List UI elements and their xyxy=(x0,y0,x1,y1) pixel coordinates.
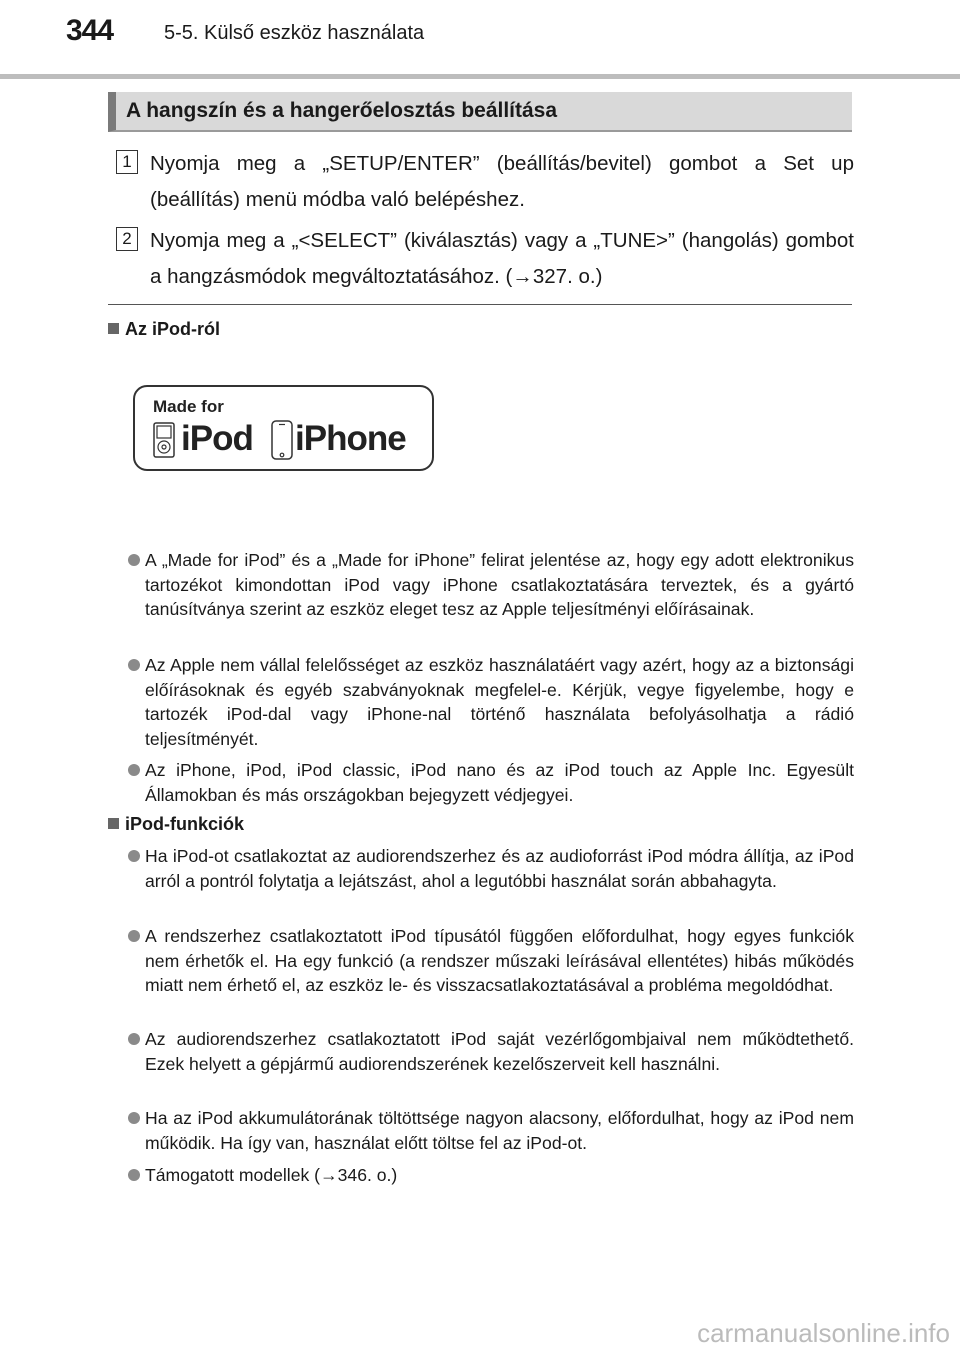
step-text: Nyomja meg a „SETUP/ENTER” (beállítás/bevitel) gombot a Set up (beállítás) menü módba való belépéshez. xyxy=(150,152,854,211)
badge-made-for-text: Made for xyxy=(153,397,224,416)
list-item-text: Az iPhone, iPod, iPod classic, iPod nano és az iPod touch az Apple Inc. Egyesült Államokban és más országokban bejegyzett védjegyei. xyxy=(145,760,854,805)
list-item xyxy=(128,758,854,807)
bullet-icon xyxy=(128,554,140,566)
header-rule xyxy=(0,74,960,79)
list-item-text: Ha iPod-ot csatlakoztat az audiorendszerhez és az audioforrást iPod módra állítja, az iPod arról a pontról folytatja a lejátszást, ahol a legutóbbi használat során abbahagyta. xyxy=(145,846,854,891)
step-text: Nyomja meg a „<SELECT” (kiválasztás) vagy a „TUNE>” (hangolás) gombot a hangzásmódok megváltoztatásához. (→327. o.) xyxy=(150,229,854,288)
made-for-ipod-iphone-badge xyxy=(133,385,434,471)
divider xyxy=(108,304,852,305)
bullet-icon xyxy=(128,764,140,776)
page-number: 344 xyxy=(66,14,114,47)
list-item-text: Ha az iPod akkumulátorának töltöttsége nagyon alacsony, előfordulhat, hogy az iPod nem működik. Ha így van, használat előtt töltse fel az iPod-ot. xyxy=(145,1108,854,1153)
subheading-about-ipod xyxy=(108,319,220,340)
bullet-icon xyxy=(128,850,140,862)
list-item xyxy=(128,844,854,893)
step-number: 2 xyxy=(116,227,138,251)
section-title: A hangszín és a hangerőelosztás beállítása xyxy=(126,99,558,122)
list-item xyxy=(128,1027,854,1076)
section-banner xyxy=(108,92,852,132)
badge-ipod-text: iPod xyxy=(181,419,253,458)
list-item-text: A rendszerhez csatlakoztatott iPod típusától függően előfordulhat, hogy egyes funkciók nem érhetők el. Ha egy funkció (a rendszer műszaki leírásával ellentétes) hibás működés miatt nem érhető el, az eszköz le- és visszacsatlakoztatásával a probléma megoldódhat. xyxy=(145,926,854,995)
list-item-text: Az Apple nem vállal felelősséget az eszköz használatáért vagy azért, hogy az a biztonsági előírásoknak és egyéb szabványoknak megfelel-e. Kérjük, vegye figyelembe, hogy e tartozék iPod-dal vagy iPhone-nal történő használata befolyásolhatja a rádió teljesítményét. xyxy=(145,655,854,749)
subheading-text: Az iPod-ról xyxy=(125,319,220,339)
square-bullet-icon xyxy=(108,323,119,334)
bullet-icon xyxy=(128,1112,140,1124)
list-item-text: A „Made for iPod” és a „Made for iPhone” felirat jelentése az, hogy egy adott elektronikus tartozékot kimondottan iPod vagy iPhone csatlakoztatására terveztek, és a gyártó tanúsítványa szerint az eszköz eleget tesz az Apple teljesítményi előírásainak. xyxy=(145,550,854,619)
iphone-icon xyxy=(271,420,293,460)
bullet-icon xyxy=(128,659,140,671)
bullet-icon xyxy=(128,1033,140,1045)
list-item xyxy=(128,1163,854,1188)
square-bullet-icon xyxy=(108,818,119,829)
subheading-ipod-functions xyxy=(108,814,244,835)
list-item xyxy=(128,1106,854,1155)
ipod-icon xyxy=(153,422,175,458)
subheading-text: iPod-funkciók xyxy=(125,814,245,834)
bullet-icon xyxy=(128,930,140,942)
badge-iphone-text: iPhone xyxy=(295,419,406,458)
list-item xyxy=(128,548,854,622)
list-item xyxy=(128,653,854,751)
bullet-icon xyxy=(128,1169,140,1181)
step-number: 1 xyxy=(116,150,138,174)
chapter-title: 5-5. Külső eszköz használata xyxy=(164,22,425,44)
watermark: carmanualsonline.info xyxy=(697,1318,950,1348)
list-item-text: Az audiorendszerhez csatlakoztatott iPod saját vezérlőgombjaival nem működtethető. Ezek helyett a gépjármű audiorendszerének kezelőszerveit kell használni. xyxy=(145,1029,854,1074)
list-item xyxy=(128,924,854,998)
list-item-text: Támogatott modellek (→346. o.) xyxy=(145,1165,398,1185)
